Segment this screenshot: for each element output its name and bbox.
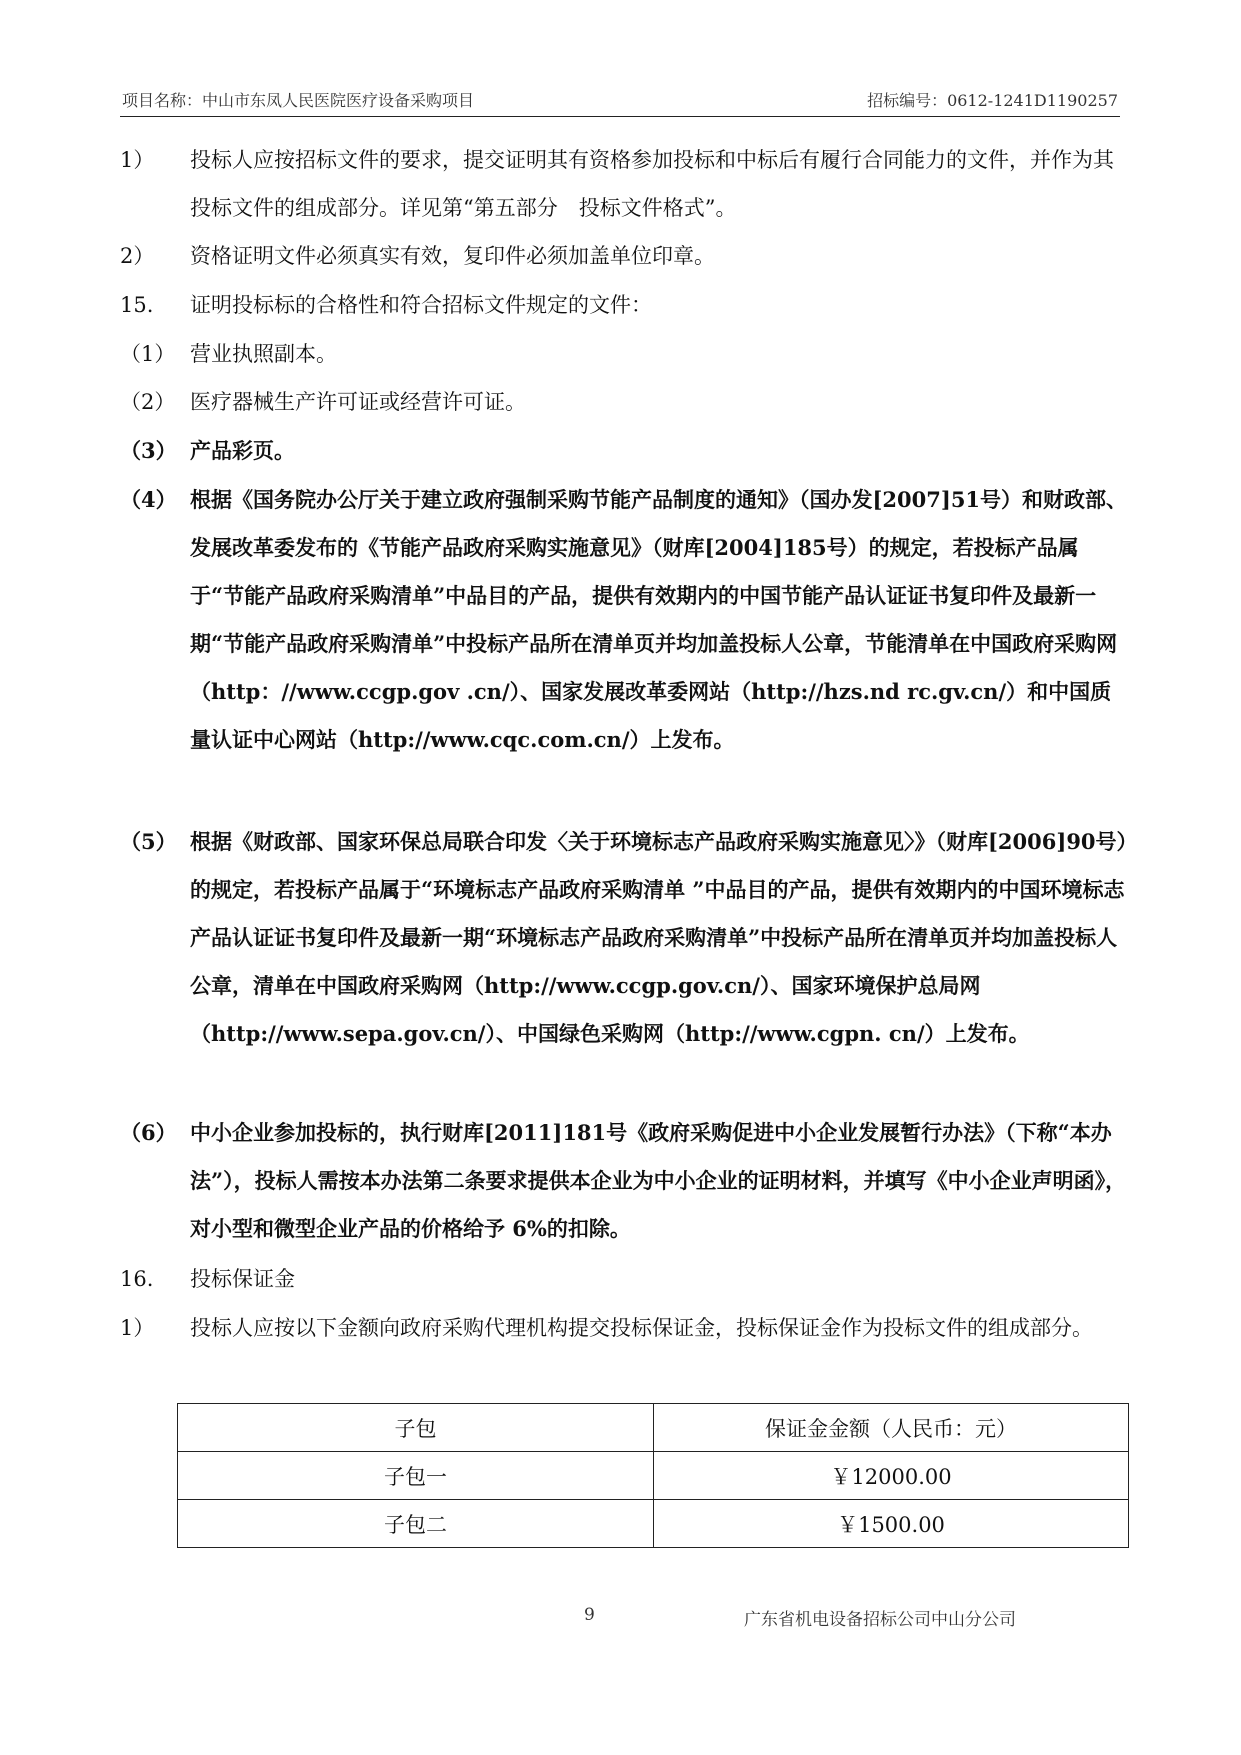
table-header-row (178, 1404, 1129, 1452)
item-text: 投标人应按以下金额向政府采购代理机构提交投标保证金，投标保证金作为投标文件的组成部分。 (190, 1316, 1093, 1340)
cell-subpackage: 子包二 (178, 1500, 654, 1548)
item-text: 根据《国务院办公厅关于建立政府强制采购节能产品制度的通知》（国办发[2007]51号）和财政部、发展改革委发布的《节能产品政府采购实施意见》（财库[2004]185号）的规定，若投标产品属于“节能产品政府采购清单”中品目的产品，提供有效期内的中国节能产品认证证书复印件及最新一期“节能产品政府采购清单”中投标产品所在清单页并均加盖投标人公章，节能清单在中国政府采购网（http：//www.ccgp.gov .cn/）、国家发展改革委网站（http://hzs.nd rc.gv.cn/）和中国质量认证中心网站（http://www.cqc.com.cn/）上发布。 (190, 487, 1128, 752)
cell-amount: ￥1500.00 (654, 1500, 1129, 1548)
table-row (178, 1500, 1129, 1548)
item-number: （1） (120, 342, 176, 366)
cell-amount: ￥12000.00 (654, 1452, 1129, 1500)
item-number: （2） (120, 390, 176, 414)
page-header (120, 86, 1120, 117)
item-text: 投标人应按招标文件的要求，提交证明其有资格参加投标和中标后有履行合同能力的文件，并作为其投标文件的组成部分。详见第“第五部分 投标文件格式”。 (190, 148, 1114, 220)
item-text: 证明投标标的合格性和符合招标文件规定的文件： (190, 293, 652, 317)
column-header-amount: 保证金金额（人民币：元） (654, 1404, 1129, 1452)
item-number: 1） (120, 148, 155, 172)
item-number: （6） (120, 1120, 177, 1145)
table-row (178, 1452, 1129, 1500)
cell-subpackage: 子包一 (178, 1452, 654, 1500)
page-number: 9 (584, 1605, 595, 1625)
item-text: 根据《财政部、国家环保总局联合印发〈关于环境标志产品政府采购实施意见〉》（财库[2006]90号）的规定，若投标产品属于“环境标志产品政府采购清单 ”中品目的产品，提供有效期内的中国环境标志产品认证证书复印件及最新一期“环境标志产品政府采购清单”中投标产品所在清单页并均加盖投标人公章，清单在中国政府采购网（http://www.ccgp.gov.cn/）、国家环境保护总局网（http://www.sepa.gov.cn/）、中国绿色采购网（http://www.cgpn. cn/）上发布。 (190, 829, 1128, 1046)
item-text: 资格证明文件必须真实有效，复印件必须加盖单位印章。 (190, 244, 715, 268)
item-text: 医疗器械生产许可证或经营许可证。 (190, 390, 526, 414)
column-header-subpackage: 子包 (178, 1404, 654, 1452)
item-number: 2） (120, 244, 155, 268)
item-number: （5） (120, 829, 177, 854)
item-number: 1） (120, 1316, 155, 1340)
tender-number: 招标编号：0612-1241D1190257 (867, 91, 1118, 110)
item-number: （3） (120, 438, 177, 463)
deposit-table (177, 1403, 1129, 1548)
item-number: （4） (120, 487, 177, 512)
item-text: 产品彩页。 (190, 438, 295, 463)
project-name: 项目名称：中山市东凤人民医院医疗设备采购项目 (122, 91, 475, 110)
list-item (120, 136, 1130, 232)
item-text: 营业执照副本。 (190, 342, 337, 366)
item-number: 15. (120, 293, 154, 317)
item-number: 16. (120, 1267, 154, 1291)
footer-company: 广东省机电设备招标公司中山分公司 (744, 1610, 1016, 1630)
item-text: 中小企业参加投标的，执行财库[2011]181号《政府采购促进中小企业发展暂行办法》（下称“本办法”），投标人需按本办法第二条要求提供本企业为中小企业的证明材料，并填写《中小企业声明函》，对小型和微型企业产品的价格给予 6%的扣除。 (190, 1120, 1127, 1241)
item-text: 投标保证金 (190, 1267, 295, 1291)
